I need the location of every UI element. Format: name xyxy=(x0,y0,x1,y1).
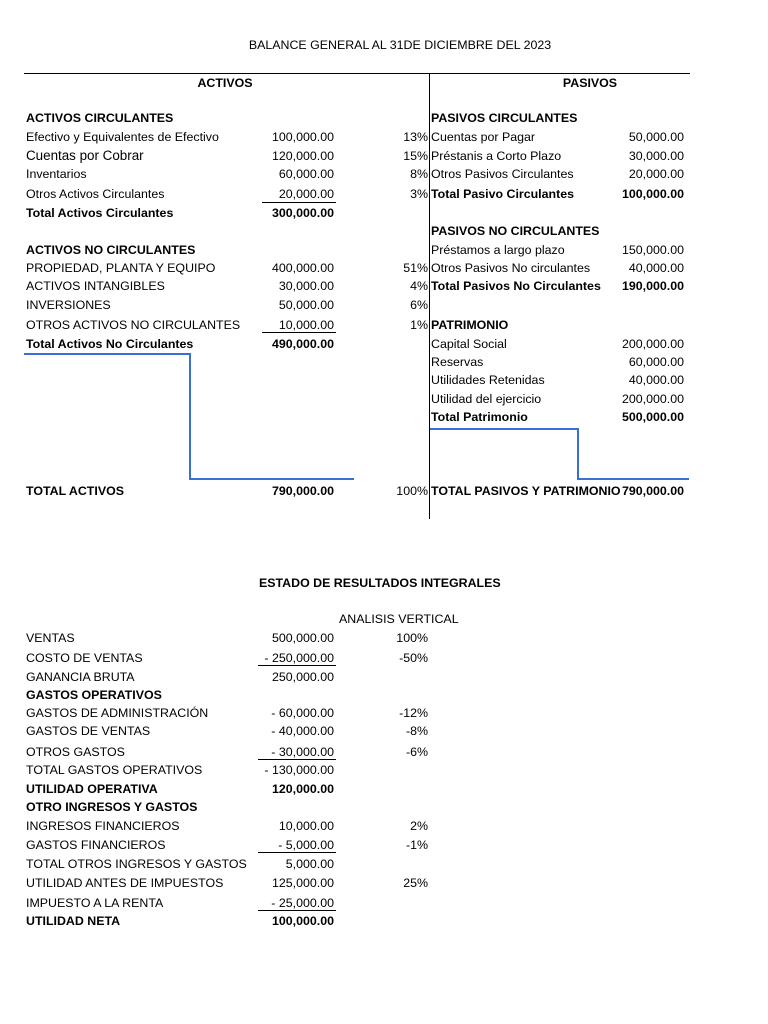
income-row-pct: 100% xyxy=(396,631,428,645)
income-row-pct: -1% xyxy=(405,838,428,852)
income-row-value: 500,000.00 xyxy=(271,631,334,645)
income-row-label: GASTOS DE ADMINISTRACIÓN xyxy=(26,706,209,720)
income-section-title: GASTOS OPERATIVOS xyxy=(26,688,162,702)
asset-row-value: 120,000.00 xyxy=(271,149,334,163)
liability-row-label: Otros Pasivos No circulantes xyxy=(431,261,591,275)
income-row-value: - 30,000.00 xyxy=(271,745,334,759)
income-row-label: GANANCIA BRUTA xyxy=(26,670,135,684)
income-row-value: - 130,000.00 xyxy=(264,763,334,777)
subtotal-underline xyxy=(258,665,336,666)
equity-row-value: 200,000.00 xyxy=(621,337,684,351)
assets-header: ACTIVOS xyxy=(197,76,253,90)
blue-connector-line xyxy=(189,478,354,480)
liability-row-value: 150,000.00 xyxy=(621,243,684,257)
liability-row-value: 20,000.00 xyxy=(628,167,684,181)
income-section-title: OTRO INGRESOS Y GASTOS xyxy=(26,800,198,814)
equity-row-label: Utilidades Retenidas xyxy=(431,373,545,387)
income-row-value: - 250,000.00 xyxy=(264,651,334,665)
noncurrent-liabilities-total-label: Total Pasivos No Circulantes xyxy=(431,279,601,293)
blue-connector-line xyxy=(577,478,689,480)
total-assets-label: TOTAL ACTIVOS xyxy=(26,484,124,498)
current-assets-total-label: Total Activos Circulantes xyxy=(26,206,174,220)
income-row-value: 5,000.00 xyxy=(285,857,334,871)
equity-title: PATRIMONIO xyxy=(431,318,509,332)
liability-row-value: 30,000.00 xyxy=(628,149,684,163)
vertical-analysis-header: ANALISIS VERTICAL xyxy=(339,612,459,626)
subtotal-underline xyxy=(258,759,336,760)
total-assets-pct: 100% xyxy=(396,484,428,498)
income-title: ESTADO DE RESULTADOS INTEGRALES xyxy=(259,576,501,590)
asset-row-value: 20,000.00 xyxy=(278,187,334,201)
asset-row-value: 400,000.00 xyxy=(271,261,334,275)
income-row-value: 120,000.00 xyxy=(271,782,334,796)
liability-row-label: Cuentas por Pagar xyxy=(431,130,536,144)
liability-row-value: 40,000.00 xyxy=(628,261,684,275)
asset-row-label: ACTIVOS INTANGIBLES xyxy=(26,279,165,293)
current-assets-title: ACTIVOS CIRCULANTES xyxy=(26,111,174,125)
income-row-value: - 60,000.00 xyxy=(271,706,334,720)
blue-connector-line xyxy=(189,353,191,479)
income-row-value: 100,000.00 xyxy=(271,914,334,928)
asset-row-label: Efectivo y Equivalentes de Efectivo xyxy=(26,130,219,144)
asset-row-pct: 1% xyxy=(410,318,428,332)
asset-row-label: Otros Activos Circulantes xyxy=(26,187,165,201)
income-row-value: - 40,000.00 xyxy=(271,724,334,738)
asset-row-label: PROPIEDAD, PLANTA Y EQUIPO xyxy=(26,261,216,275)
blue-connector-line xyxy=(577,428,579,479)
income-row-pct: 2% xyxy=(410,819,428,833)
asset-row-pct: 8% xyxy=(410,167,428,181)
income-row-pct: -50% xyxy=(399,651,428,665)
income-row-pct: -12% xyxy=(399,706,428,720)
asset-row-value: 100,000.00 xyxy=(271,130,334,144)
income-row-value: - 5,000.00 xyxy=(278,838,334,852)
asset-row-pct: 3% xyxy=(410,187,428,201)
asset-row-value: 10,000.00 xyxy=(278,318,334,332)
asset-row-pct: 13% xyxy=(403,130,428,144)
asset-row-pct: 4% xyxy=(410,279,428,293)
income-row-pct: -6% xyxy=(405,745,428,759)
total-liabilities-equity-label: TOTAL PASIVOS Y PATRIMONIO xyxy=(431,484,621,498)
noncurrent-liabilities-total-value: 190,000.00 xyxy=(621,279,684,293)
equity-row-label: Capital Social xyxy=(431,337,507,351)
income-row-value: - 25,000.00 xyxy=(271,896,334,910)
blue-connector-line xyxy=(430,428,578,430)
income-row-label: COSTO DE VENTAS xyxy=(26,651,143,665)
asset-row-label: Cuentas por Cobrar xyxy=(26,148,144,163)
income-row-label: UTILIDAD OPERATIVA xyxy=(26,782,158,796)
total-liabilities-equity-value: 790,000.00 xyxy=(621,484,684,498)
income-row-label: TOTAL GASTOS OPERATIVOS xyxy=(26,763,203,777)
noncurrent-assets-total-label: Total Activos No Circulantes xyxy=(26,337,194,351)
income-row-value: 125,000.00 xyxy=(271,876,334,890)
income-row-label: TOTAL OTROS INGRESOS Y GASTOS xyxy=(26,857,247,871)
blue-connector-line xyxy=(24,353,190,355)
current-assets-total-value: 300,000.00 xyxy=(271,206,334,220)
equity-total-value: 500,000.00 xyxy=(621,410,684,424)
liability-row-label: Préstanis a Corto Plazo xyxy=(431,149,562,163)
income-row-value: 10,000.00 xyxy=(278,819,334,833)
income-row-pct: -8% xyxy=(405,724,428,738)
noncurrent-assets-total-value: 490,000.00 xyxy=(271,337,334,351)
liability-row-label: Otros Pasivos Circulantes xyxy=(431,167,574,181)
income-row-pct: 25% xyxy=(403,876,428,890)
asset-row-value: 60,000.00 xyxy=(278,167,334,181)
liabilities-header: PASIVOS xyxy=(562,76,618,90)
asset-row-pct: 51% xyxy=(403,261,428,275)
equity-row-label: Utilidad del ejercicio xyxy=(431,392,542,406)
income-row-label: IMPUESTO A LA RENTA xyxy=(26,896,164,910)
current-liabilities-total-value: 100,000.00 xyxy=(621,187,684,201)
income-row-label: UTILIDAD NETA xyxy=(26,914,121,928)
noncurrent-liabilities-title: PASIVOS NO CIRCULANTES xyxy=(431,224,600,238)
subtotal-underline xyxy=(258,852,336,853)
subtotal-underline xyxy=(262,202,336,203)
current-liabilities-title: PASIVOS CIRCULANTES xyxy=(431,111,578,125)
income-row-value: 250,000.00 xyxy=(271,670,334,684)
income-row-label: VENTAS xyxy=(26,631,75,645)
asset-row-label: Inventarios xyxy=(26,167,87,181)
liability-row-value: 50,000.00 xyxy=(628,130,684,144)
current-liabilities-total-label: Total Pasivo Circulantes xyxy=(431,187,574,201)
balance-title: BALANCE GENERAL AL 31DE DICIEMBRE DEL 2023 xyxy=(248,38,552,52)
asset-row-label: OTROS ACTIVOS NO CIRCULANTES xyxy=(26,318,241,332)
income-row-label: GASTOS DE VENTAS xyxy=(26,724,151,738)
liability-row-label: Préstamos a largo plazo xyxy=(431,243,565,257)
total-assets-value: 790,000.00 xyxy=(271,484,334,498)
asset-row-label: INVERSIONES xyxy=(26,298,111,312)
asset-row-pct: 6% xyxy=(410,298,428,312)
equity-row-value: 60,000.00 xyxy=(628,355,684,369)
subtotal-underline xyxy=(258,910,336,911)
equity-row-label: Reservas xyxy=(431,355,484,369)
column-divider xyxy=(429,73,430,519)
subtotal-underline xyxy=(262,332,336,333)
income-row-label: UTILIDAD ANTES DE IMPUESTOS xyxy=(26,876,224,890)
equity-row-value: 40,000.00 xyxy=(628,373,684,387)
asset-row-pct: 15% xyxy=(403,149,428,163)
asset-row-value: 50,000.00 xyxy=(278,298,334,312)
income-row-label: OTROS GASTOS xyxy=(26,745,125,759)
income-row-label: GASTOS FINANCIEROS xyxy=(26,838,166,852)
noncurrent-assets-title: ACTIVOS NO CIRCULANTES xyxy=(26,243,196,257)
asset-row-value: 30,000.00 xyxy=(278,279,334,293)
equity-total-label: Total Patrimonio xyxy=(431,410,528,424)
equity-row-value: 200,000.00 xyxy=(621,392,684,406)
header-rule xyxy=(24,73,690,74)
income-row-label: INGRESOS FINANCIEROS xyxy=(26,819,180,833)
